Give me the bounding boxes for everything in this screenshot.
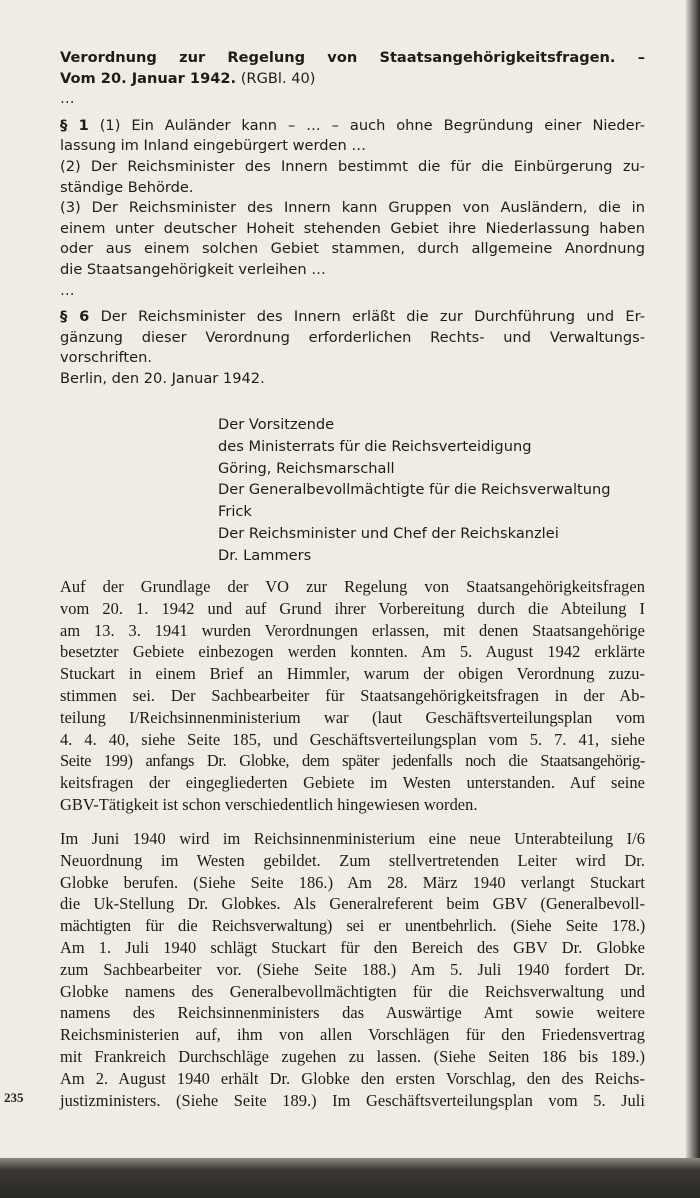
book-binding-shadow	[0, 1158, 700, 1198]
page-number: 235	[4, 1090, 24, 1105]
body-paragraph-1: Auf der Grundlage der VO zur Regelung von Staatsangehörigkeitsfragen vom 20. 1. 1942 und auf Grund ihrer Vorbereitung durch die Abteilung I am 13. 3. 1941 wurden Verordnungen erlassen, mit denen Staatsangehörige besetzter Gebiete einbezogen werden konnten. Am 5. August 1942 erklärte Stuckart in einem Brief an Himmler, warum der obigen Verordnung zuzu- stimmen sei. Der Sachbearbeiter für Staatsangehörigkeitsfragen in der Ab- teilung I/Reichsinnenministerium war (laut Geschäftsverteilungsplan vom 4. 4. 40, siehe Seite 185, und Geschäftsverteilungsplan vom 5. 7. 41, siehe Seite 199) anfangs Dr. Globke, dem später jedenfalls noch die Staatsangehörig- keitsfragen der eingegliederten Gebiete im Westen unterstanden. Auf seine GBV-Tätigkeit ist schon verschiedentlich hingewiesen worden.	[60, 577, 645, 814]
signatories: Der Vorsitzende des Ministerrats für die Reichsverteidigung Göring, Reichsmarschall Der Generalbevollmächtigte für die Reichsverwaltung Frick Der Reichsminister und Chef der Reichskanzlei Dr. Lammers	[218, 416, 611, 564]
ellipsis: …	[60, 281, 75, 299]
ellipsis: …	[60, 90, 75, 108]
decree-block	[60, 48, 645, 390]
section-sign: § 6	[60, 308, 90, 326]
paragraph-6: § 6 Der Reichsminister des Innern erläßt die zur Durchführung und Er- gänzung dieser Verordnung erforderlichen Rechts- und Verwaltungs- vorschriften.	[60, 308, 645, 367]
section-sign: § 1	[60, 116, 89, 134]
decree-title-date: Vom 20. Januar 1942. (RGBl. 40)	[60, 69, 316, 87]
place-date: Berlin, den 20. Januar 1942.	[60, 369, 265, 387]
page-edge	[686, 0, 700, 1198]
decree-title: Verordnung zur Regelung von Staatsangehörigkeitsfragen. –	[60, 49, 645, 66]
body-paragraph-2: Im Juni 1940 wird im Reichsinnenministerium eine neue Unterabteilung I/6 Neuordnung im Westen gebildet. Zum stellvertretenden Leiter wird Dr. Globke berufen. (Siehe Seite 186.) Am 28. März 1940 verlangt Stuckart die Uk-Stellung Dr. Globkes. Als Generalreferent beim GBV (Generalbevoll- mächtigten für die Reichsverwaltung) sei er unentbehrlich. (Siehe Seite 178.) Am 1. Juli 1940 schlägt Stuckart für den Bereich des GBV Dr. Globke zum Sachbearbeiter vor. (Siehe Seite 188.) Am 5. Juli 1940 fordert Dr. Globke namens des Generalbevollmächtigten für die Reichsverwaltung und namens des Reichsinnenministers das Auswärtige Amt sowie weitere Reichsministerien auf, ihm von allen Vorschlägen für den Friedensvertrag mit Frankreich Durchschläge zugehen zu lassen. (Siehe Seiten 186 bis 189.) Am 2. August 1940 erhält Dr. Globke den ersten Vorschlag, den des Reichs- justizministers. (Siehe Seite 189.) Im Geschäftsverteilungsplan vom 5. Juli	[60, 829, 645, 1110]
paragraph-1: § 1 (1) Ein Auländer kann – … – auch ohne Begründung einer Nieder- lassung im Inland eingebürgert werden … (2) Der Reichsminister des Innern bestimmt die für die Einbürgerung zu- ständige Behörde. (3) Der Reichsminister des Innern kann Gruppen von Ausländern, die in einem unter deutscher Hoheit stehenden Gebiet ihre Niederlassung haben oder aus einem solchen Gebiet stammen, durch allgemeine Anordnung die Staatsangehörigkeit verleihen …	[60, 116, 645, 278]
